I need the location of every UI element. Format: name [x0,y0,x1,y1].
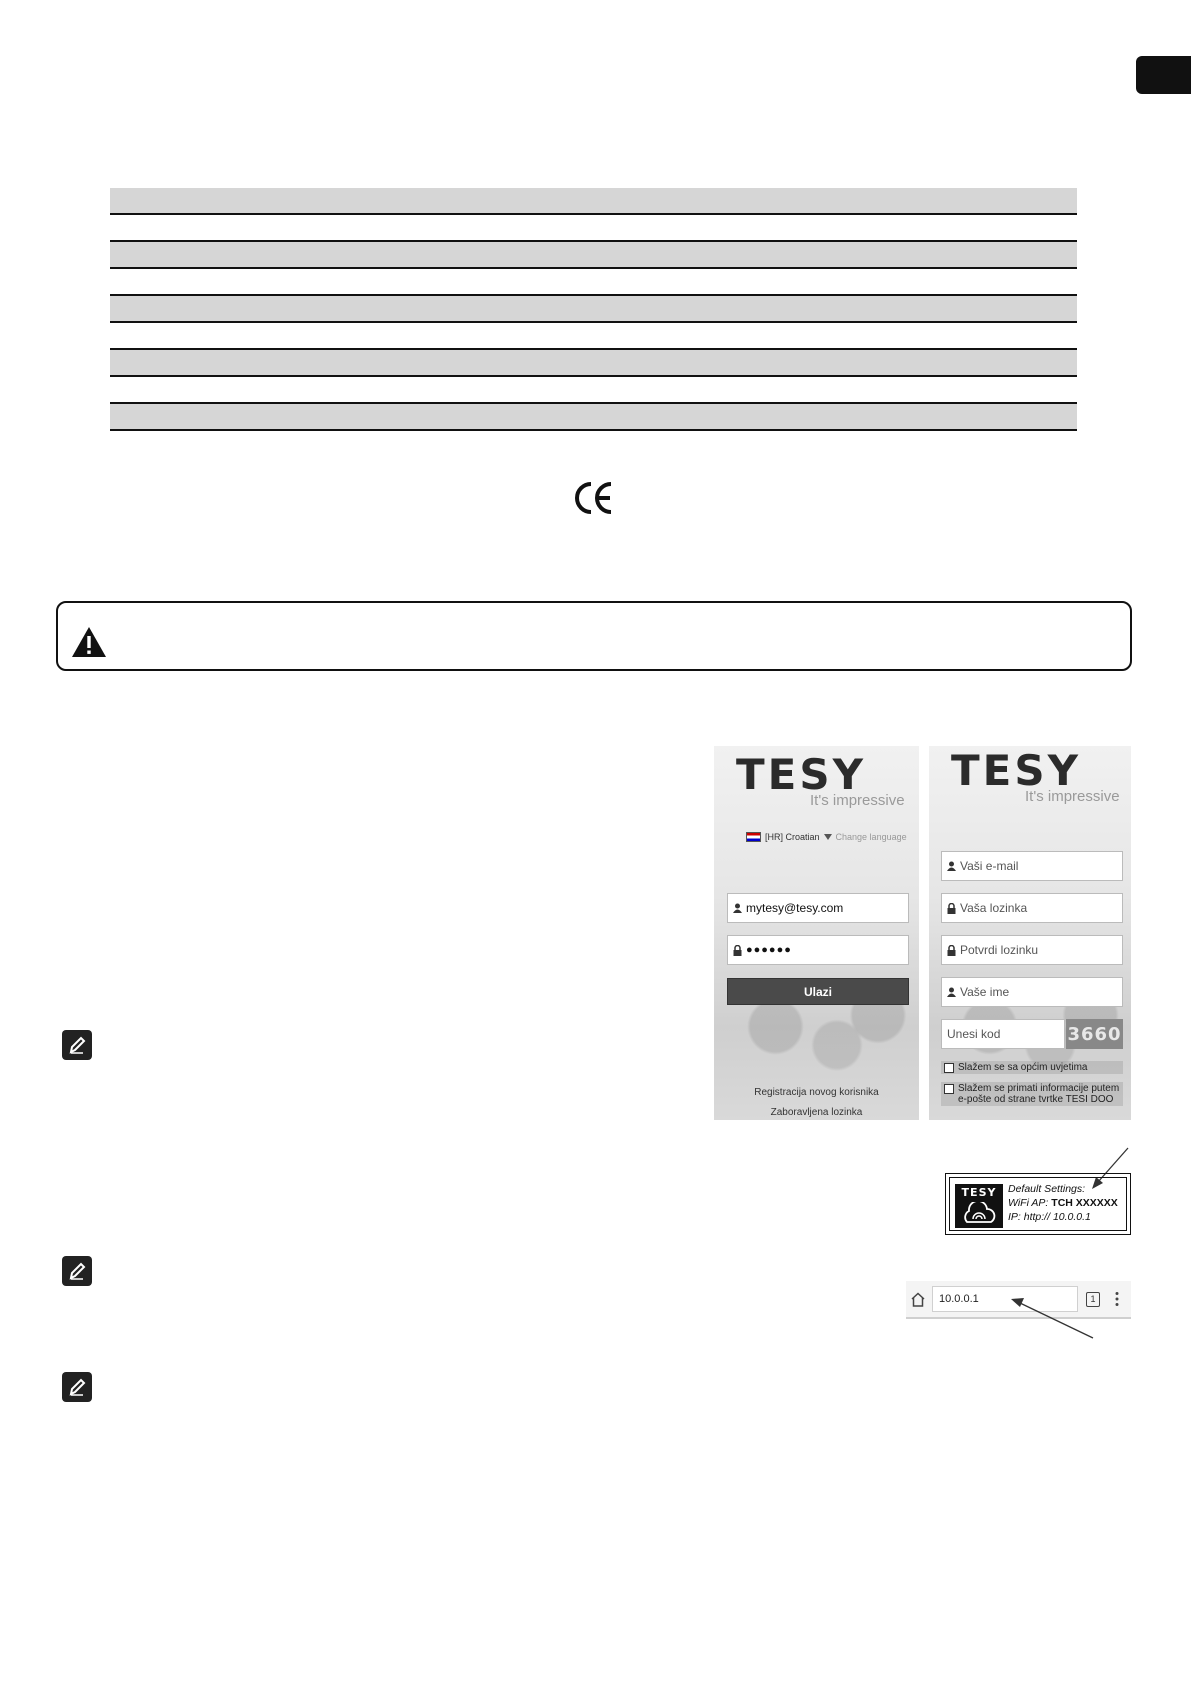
warning-triangle-icon [71,626,107,658]
table-row [110,188,1077,215]
table-row [110,215,1077,242]
lock-icon [947,903,956,914]
confirm-password-field[interactable] [941,935,1123,965]
terms-checkbox[interactable] [941,1061,1123,1074]
password-value: ●●●●●● [746,944,792,956]
language-label: [HR] Croatian [765,832,820,842]
user-icon [947,987,956,997]
url-input[interactable]: 10.0.0.1 [932,1286,1078,1312]
terms-label: Slažem se sa općim uvjetima [958,1062,1088,1073]
name-placeholder: Vaše ime [960,985,1010,999]
pencil-note-icon [62,1372,92,1402]
home-icon[interactable] [910,1292,926,1307]
spec-table [110,188,1077,431]
tesy-logo: TESY [736,750,867,799]
tab-count-icon[interactable]: 1 [1086,1292,1100,1307]
table-row [110,350,1077,377]
tesy-logo: TESY [951,746,1082,795]
checkbox-icon [944,1084,954,1094]
register-link[interactable]: Registracija novog korisnika [754,1087,879,1098]
tagline: It's impressive [1025,788,1120,805]
forgot-password-link[interactable]: Zaboravljena lozinka [770,1107,863,1118]
captcha-input[interactable] [941,1019,1065,1049]
lock-icon [733,945,742,956]
device-label [945,1173,1131,1235]
login-button[interactable]: Ulazi [727,978,909,1005]
lock-icon [947,945,956,956]
name-field[interactable] [941,977,1123,1007]
label-line-3: IP: http:// 10.0.0.1 [1008,1211,1091,1223]
chevron-down-icon [824,834,832,840]
table-row [110,377,1077,404]
table-row [110,242,1077,269]
user-icon [947,861,956,871]
cloud-wifi-icon [961,1202,997,1224]
device-label-inner [949,1177,1127,1231]
newsletter-label: Slažem se primati informacije putem e-pošte od strane tvrtke TESI DOO [958,1083,1120,1105]
change-language-link[interactable]: Change language [835,832,907,842]
captcha-image: 3660 [1066,1019,1123,1049]
language-tab [1136,56,1191,94]
kebab-menu-icon[interactable] [1114,1291,1120,1307]
ce-mark-icon [574,481,614,515]
confirm-placeholder: Potvrdi lozinku [960,943,1039,957]
code-placeholder: Unesi kod [947,1027,1001,1041]
email-field[interactable] [941,851,1123,881]
label-wifi-value: TCH XXXXXX [1051,1197,1118,1209]
checkbox-icon [944,1063,954,1073]
flag-icon [746,832,761,842]
register-screenshot [929,746,1131,1120]
pencil-note-icon [62,1030,92,1060]
password-field[interactable] [941,893,1123,923]
password-field[interactable] [727,935,909,965]
pointer-arrow-icon [1010,1295,1095,1340]
label-line-2 [1008,1196,1118,1210]
label-wifi-prefix: WiFi AP: [1008,1197,1049,1209]
table-row [110,296,1077,323]
user-icon [733,903,742,913]
label-logo-text: TESY [961,1186,997,1199]
language-selector[interactable] [746,832,907,842]
login-screenshot [714,746,919,1120]
email-value: mytesy@tesy.com [746,901,844,915]
newsletter-checkbox[interactable] [941,1082,1123,1106]
label-text [1008,1182,1118,1224]
email-field[interactable] [727,893,909,923]
table-row [110,404,1077,431]
pencil-note-icon [62,1256,92,1286]
table-row [110,323,1077,350]
label-line-1: Default Settings: [1008,1183,1086,1195]
table-row [110,269,1077,296]
warning-box [56,601,1132,671]
email-placeholder: Vaši e-mail [960,859,1019,873]
password-placeholder: Vaša lozinka [960,901,1028,915]
tagline: It's impressive [810,792,905,809]
tesy-label-logo [955,1184,1003,1228]
